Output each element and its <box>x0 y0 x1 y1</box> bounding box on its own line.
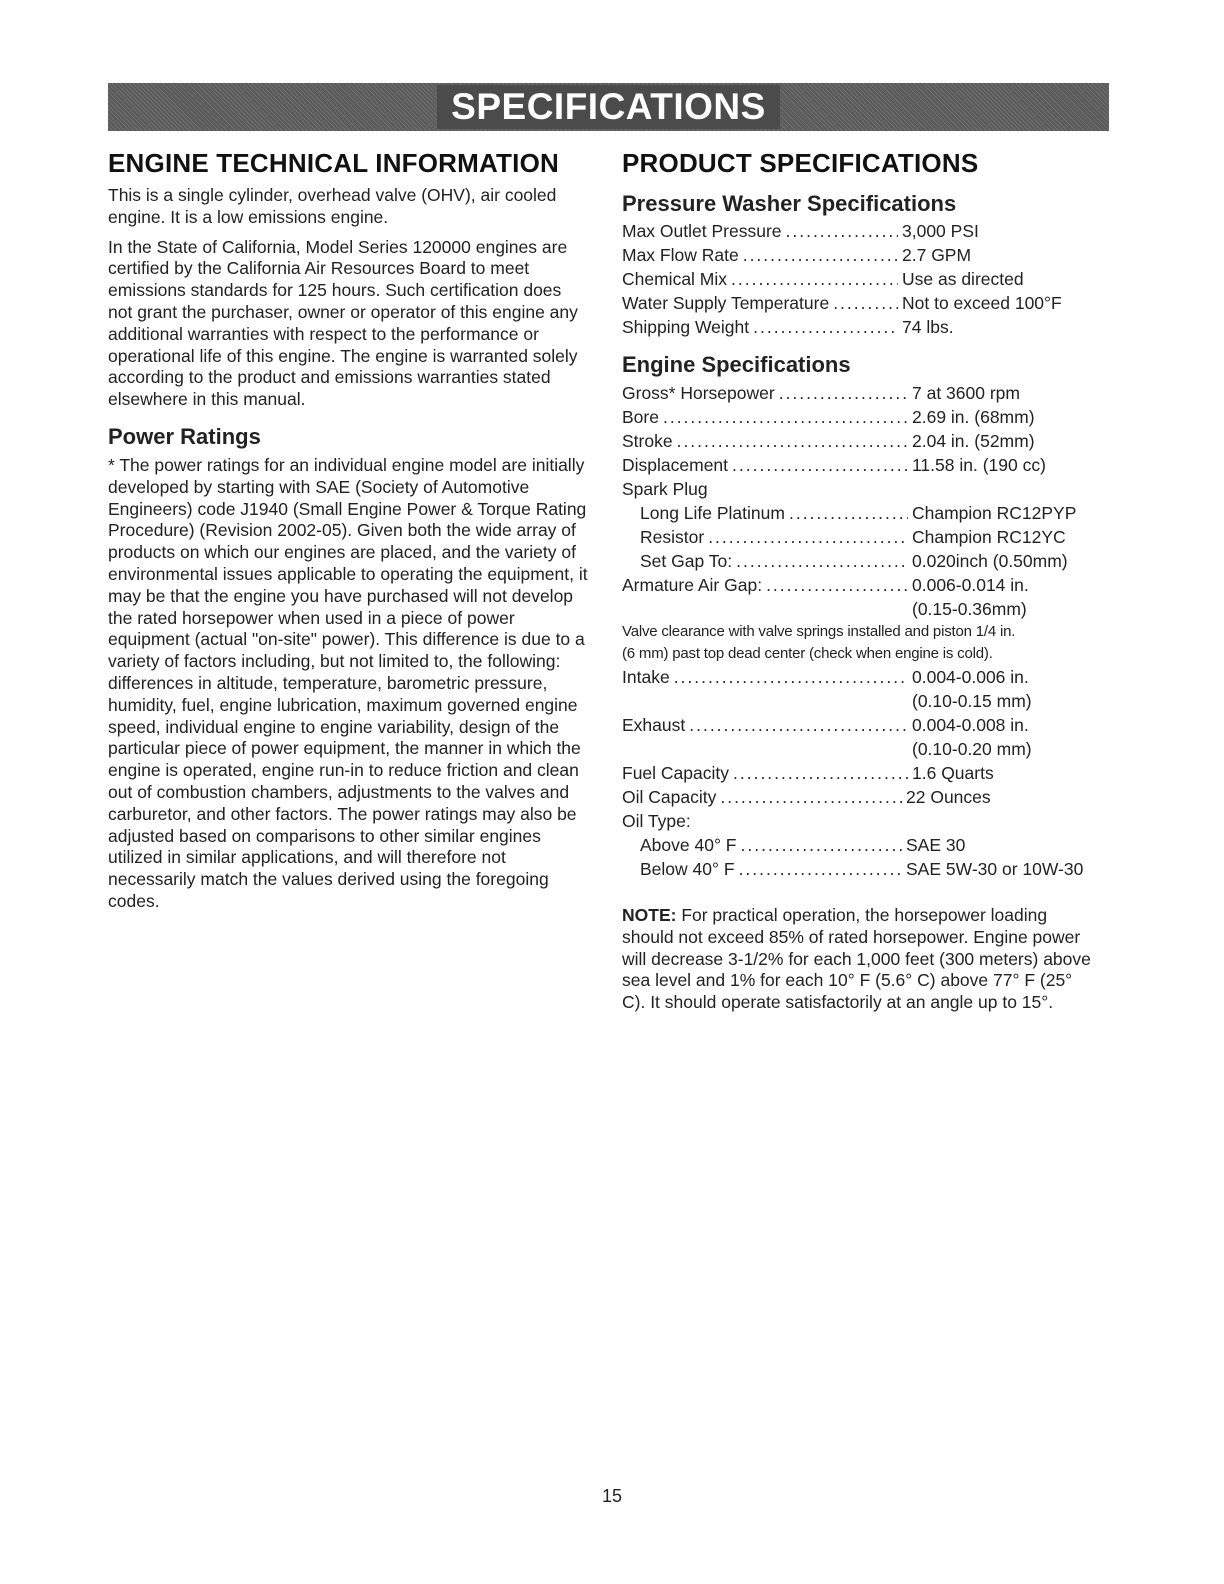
spec-label: Water Supply Temperature <box>622 293 830 313</box>
leader-dots <box>789 501 908 525</box>
leader-dots <box>736 549 908 573</box>
spec-label: Oil Type: <box>622 811 691 831</box>
spec-label: Exhaust <box>622 715 686 735</box>
leader-dots <box>732 453 908 477</box>
spec-row-exhaust-metric <box>622 737 1092 761</box>
spec-label: Stroke <box>622 431 673 451</box>
spec-row-below-40f <box>622 857 1092 881</box>
leader-dots <box>833 291 898 315</box>
spec-value-metric: (0.15-0.36mm) <box>912 599 1027 619</box>
spec-row-bore <box>622 405 1092 429</box>
note-text: For practical operation, the horsepower loading should not exceed 85% of rated horsepower. Engine power will decrease 3-1/2% for each 1,000 feet (300 meters) above sea level and 1% for each 10° F (5.6° C) above 77° F (25° C). It should operate satisfactorily at an angle up to 15°. <box>622 905 1091 1013</box>
spec-value-metric: (0.10-0.20 mm) <box>912 739 1032 759</box>
leader-dots <box>731 267 898 291</box>
spec-row <box>622 315 1122 339</box>
spec-value: Champion RC12PYP <box>912 503 1077 523</box>
leader-dots <box>708 525 908 549</box>
spec-row-oil-capacity <box>622 785 1092 809</box>
spec-row-exhaust <box>622 713 1092 737</box>
spec-row-long-life-platinum <box>622 501 1092 525</box>
spec-value: 7 at 3600 rpm <box>912 383 1020 403</box>
spec-label: Chemical Mix <box>622 269 728 289</box>
banner-title: SPECIFICATIONS <box>437 85 780 129</box>
leader-dots <box>766 573 908 597</box>
spec-row-set-gap <box>622 549 1092 573</box>
spec-row-displacement <box>622 453 1092 477</box>
spec-value: SAE 5W-30 or 10W-30 <box>906 859 1084 879</box>
spec-value-metric: (0.10-0.15 mm) <box>912 691 1032 711</box>
spec-label: Gross* Horsepower <box>622 383 775 403</box>
spec-value: 0.004-0.006 in. <box>912 667 1029 687</box>
spec-row-stroke <box>622 429 1092 453</box>
pressure-washer-specs-list <box>622 219 1122 339</box>
leader-dots <box>720 785 902 809</box>
leader-dots <box>741 833 903 857</box>
spec-row <box>622 267 1122 291</box>
spec-value: 11.58 in. (190 cc) <box>912 455 1046 475</box>
spec-row <box>622 291 1122 315</box>
power-ratings-paragraph: * The power ratings for an individual engine model are initially developed by starting with SAE (Society of Automotive Engineers) code J1940 (Small Engine Power & Torque Rating Procedure) (Revision 2002-05). Given both the wide array of products on which our engines are placed, and the variety of environmental issues applicable to operating the equipment, it may be that the engine you have purchased will not develop the rated horsepower when used in a piece of power equipment (actual "on-site" power). This difference is due to a variety of factors including, but not limited to, the following: differences in altitude, temperature, barometric pressure, humidity, fuel, engine lubrication, maximum governed engine speed, individual engine to engine variability, design of the particular piece of power equipment, the manner in which the engine is operated, engine run-in to reduce friction and clean out of combustion chambers, adjustments to the valves and carburetor, and other factors. The power ratings may also be adjusted based on comparisons to other similar engines utilized in similar applications, and will therefore not necessarily match the values derived using the foregoing codes. <box>108 454 588 911</box>
spec-row-armature-air-gap <box>622 573 1092 597</box>
valve-clearance-note: Valve clearance with valve springs installed and piston 1/4 in. <box>622 623 1016 640</box>
product-specifications-heading: PRODUCT SPECIFICATIONS <box>622 148 979 178</box>
spec-value: 22 Ounces <box>906 787 991 807</box>
spec-value: 2.69 in. (68mm) <box>912 407 1035 427</box>
leader-dots <box>753 315 898 339</box>
leader-dots <box>743 243 898 267</box>
engine-technical-information-heading: ENGINE TECHNICAL INFORMATION <box>108 148 559 178</box>
spec-value: Not to exceed 100°F <box>902 293 1062 313</box>
spec-label: Long Life Platinum <box>640 503 785 523</box>
spec-value: Use as directed <box>902 269 1024 289</box>
spec-label: Fuel Capacity <box>622 763 729 783</box>
note-label: NOTE: <box>622 905 677 925</box>
specifications-banner <box>108 83 1109 131</box>
california-paragraph: In the State of California, Model Series 120000 engines are certified by the California Air Resources Board to meet emissions standards for 125 hours. Such certification does not grant the purchaser, owner or operator of this engine any additional warranties with respect to the performance or operational life of this engine. The engine is warranted solely according to the product and emissions warranties stated elsewhere in this manual. <box>108 236 578 410</box>
page-number: 15 <box>601 1486 623 1506</box>
leader-dots <box>663 405 908 429</box>
engine-technical-information-column <box>108 148 588 913</box>
spec-value: 0.004-0.008 in. <box>912 715 1029 735</box>
spec-label: Shipping Weight <box>622 317 750 337</box>
valve-clearance-note-continued: (6 mm) past top dead center (check when engine is cold). <box>622 645 993 662</box>
leader-dots <box>779 381 908 405</box>
leader-dots <box>674 665 908 689</box>
spec-value: 0.020inch (0.50mm) <box>912 551 1068 571</box>
spec-row <box>622 243 1122 267</box>
spark-plug-label <box>622 477 1092 501</box>
spec-row-intake-metric <box>622 689 1092 713</box>
spec-label: Bore <box>622 407 659 427</box>
spec-label: Max Outlet Pressure <box>622 221 782 241</box>
spec-label: Set Gap To: <box>640 551 733 571</box>
spec-label: Resistor <box>640 527 705 547</box>
leader-dots <box>689 713 908 737</box>
oil-type-label <box>622 809 1092 833</box>
spec-label: Above 40° F <box>640 835 737 855</box>
spec-value: 1.6 Quarts <box>912 763 994 783</box>
leader-dots <box>786 219 899 243</box>
spec-label: Intake <box>622 667 670 687</box>
leader-dots <box>677 429 908 453</box>
pressure-washer-specifications-heading: Pressure Washer Specifications <box>622 191 957 216</box>
spec-row-resistor <box>622 525 1092 549</box>
product-specifications-column <box>622 148 1122 1014</box>
spec-label: Spark Plug <box>622 479 708 499</box>
engine-intro-paragraph: This is a single cylinder, overhead valve (OHV), air cooled engine. It is a low emissions engine. <box>108 185 557 227</box>
spec-label: Armature Air Gap: <box>622 575 763 595</box>
engine-specifications-heading: Engine Specifications <box>622 352 851 377</box>
spec-value: SAE 30 <box>906 835 966 855</box>
spec-row-fuel-capacity <box>622 761 1092 785</box>
spec-row-armature-metric <box>622 597 1092 621</box>
engine-specs-list <box>622 381 1092 881</box>
leader-dots <box>739 857 902 881</box>
operation-note <box>622 905 1092 1014</box>
spec-row-gross-horsepower <box>622 381 1092 405</box>
spec-value: 2.7 GPM <box>902 245 972 265</box>
spec-label: Displacement <box>622 455 729 475</box>
spec-label: Max Flow Rate <box>622 245 739 265</box>
leader-dots <box>733 761 908 785</box>
spec-value: 0.006-0.014 in. <box>912 575 1029 595</box>
spec-value: 74 lbs. <box>902 317 954 337</box>
spec-row <box>622 219 1122 243</box>
spec-value: 2.04 in. (52mm) <box>912 431 1035 451</box>
power-ratings-heading: Power Ratings <box>108 423 261 449</box>
spec-value: Champion RC12YC <box>912 527 1066 547</box>
spec-value: 3,000 PSI <box>902 221 979 241</box>
spec-label: Below 40° F <box>640 859 735 879</box>
spec-label: Oil Capacity <box>622 787 717 807</box>
spec-row-above-40f <box>622 833 1092 857</box>
spec-row-intake <box>622 665 1092 689</box>
